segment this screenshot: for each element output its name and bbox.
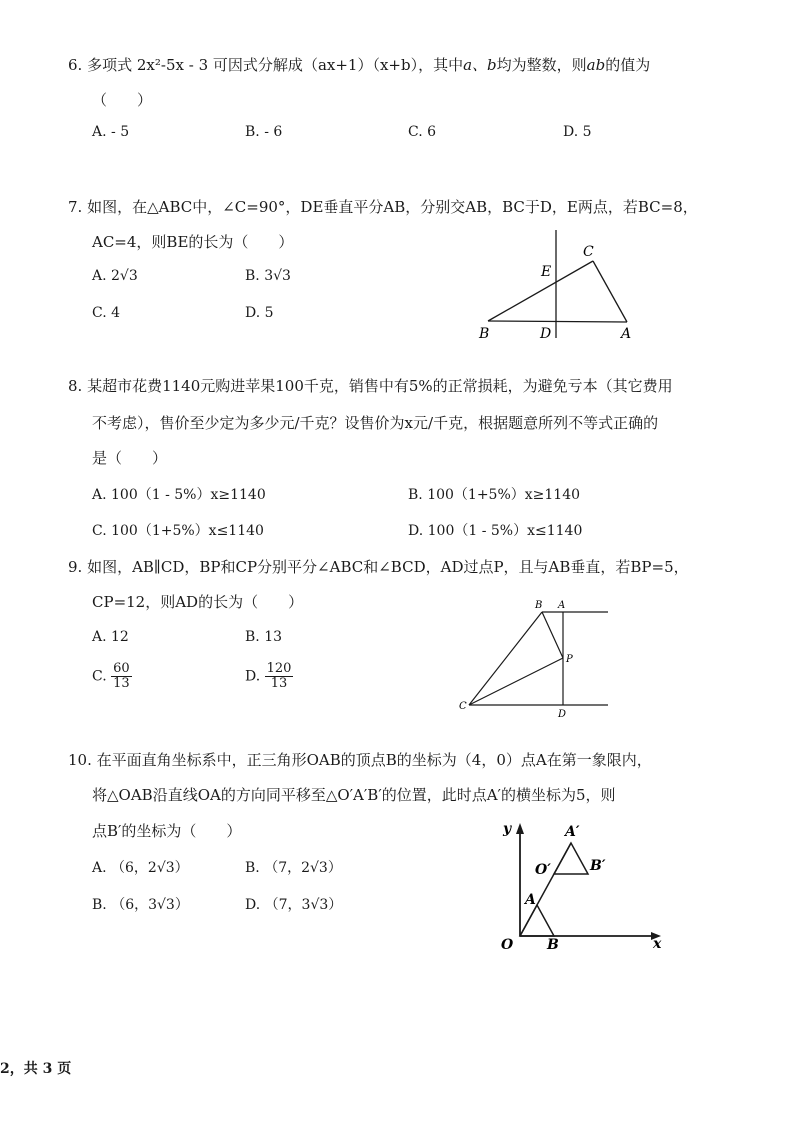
- label-x: x: [653, 936, 662, 952]
- label-b: B: [479, 326, 490, 342]
- ca-line: [593, 261, 627, 322]
- y-axis-arrow: [516, 823, 524, 834]
- q10-option-a[interactable]: A. （6，2√3）: [92, 860, 189, 876]
- q9-option-c-fraction: $\frac{60}{13}$: [113, 661, 130, 691]
- page-footer: 2，共 3 页: [0, 1061, 72, 1077]
- label-o-prime: O′: [535, 862, 551, 878]
- q7-triangle-figure: [470, 225, 645, 345]
- label-b-prime: B′: [590, 858, 606, 874]
- q9-parallel-lines-figure: [455, 596, 615, 721]
- label-b: B: [535, 600, 543, 611]
- q10-option-c[interactable]: B. （6，3√3）: [92, 897, 189, 913]
- q7-option-b[interactable]: B. 3√3: [245, 268, 291, 284]
- question-7-line-1: 7. 如图，在△ABC中，∠C=90°，DE垂直平分AB，分别交AB，BC于D，E两点，若BC=8，: [68, 198, 698, 216]
- label-d: D: [540, 326, 552, 342]
- bp-line: [542, 612, 563, 658]
- q8-option-c[interactable]: C. 100（1+5%）x≤1140: [92, 523, 264, 539]
- q9-option-c[interactable]: C. $\frac{60}{13}$: [92, 661, 130, 691]
- q7-option-d[interactable]: D. 5: [245, 305, 274, 321]
- ab-line: [488, 321, 627, 322]
- q8-option-b[interactable]: B. 100（1+5%）x≥1140: [408, 487, 581, 503]
- q9-option-b[interactable]: B. 13: [245, 629, 283, 645]
- label-a: A: [525, 892, 536, 908]
- question-8-line-2: 不考虑），售价至少定为多少元/千克？设售价为x元/千克，根据题意所列不等式正确的: [92, 414, 659, 432]
- q9-option-d-fraction: $\frac{120}{13}$: [266, 661, 292, 691]
- question-9-line-1: 9. 如图，AB∥CD，BP和CP分别平分∠ABC和∠BCD，AD过点P，且与AB垂直，若BP=5，: [68, 558, 689, 576]
- q7-option-a[interactable]: A. 2√3: [92, 268, 138, 284]
- question-8-line-1: 8. 某超市花费1140元购进苹果100千克，销售中有5%的正常损耗，为避免亏本（其它费用: [68, 377, 673, 395]
- label-a: A: [621, 326, 632, 342]
- q6-option-c[interactable]: C. 6: [408, 124, 437, 140]
- triangle-oab: [520, 905, 554, 936]
- question-10-line-2: 将△OAB沿直线OA的方向同平移至△O′A′B′的位置，此时点A′的横坐标为5，则: [92, 786, 616, 804]
- q9-option-a[interactable]: A. 12: [92, 629, 129, 645]
- q6-option-b[interactable]: B. - 6: [245, 124, 283, 140]
- question-7-line-2: AC=4，则BE的长为（ ）: [92, 233, 294, 251]
- question-8-line-3: 是（ ）: [92, 449, 168, 467]
- question-10-line-1: 10. 在平面直角坐标系中，正三角形OAB的顶点B的坐标为（4，0）点A在第一象限内，: [68, 751, 652, 769]
- q10-option-b[interactable]: B. （7，2√3）: [245, 860, 342, 876]
- label-d: D: [558, 709, 567, 720]
- cp-line: [469, 658, 563, 705]
- question-6-stem: 6. 多项式 2x²-5x - 3 可因式分解成（ax+1）（x+b），其中a、b均为整数，则ab的值为: [68, 56, 651, 74]
- label-y: y: [503, 821, 512, 837]
- q6-option-d[interactable]: D. 5: [563, 124, 592, 140]
- label-p: P: [566, 654, 573, 665]
- q10-option-d[interactable]: D. （7，3√3）: [245, 897, 343, 913]
- label-e: E: [541, 264, 552, 280]
- label-a: A: [558, 600, 566, 611]
- label-c: C: [459, 701, 467, 712]
- label-a-prime: A′: [565, 824, 580, 840]
- q6-option-a[interactable]: A. - 5: [92, 124, 130, 140]
- question-10-line-3: 点B′的坐标为（ ）: [92, 822, 242, 840]
- q8-option-a[interactable]: A. 100（1 - 5%）x≥1140: [92, 487, 266, 503]
- triangle-oab-prime: [554, 843, 588, 874]
- question-6-blank: （ ）: [92, 91, 153, 109]
- label-b: B: [547, 937, 559, 953]
- q10-coordinate-figure: [495, 815, 675, 955]
- label-c: C: [583, 244, 594, 260]
- q7-option-c[interactable]: C. 4: [92, 305, 121, 321]
- label-o: O: [501, 937, 514, 953]
- q8-option-d[interactable]: D. 100（1 - 5%）x≤1140: [408, 523, 583, 539]
- q9-option-d[interactable]: D. $\frac{120}{13}$: [245, 661, 292, 691]
- bc-line: [469, 612, 542, 705]
- question-9-line-2: CP=12，则AD的长为（ ）: [92, 593, 304, 611]
